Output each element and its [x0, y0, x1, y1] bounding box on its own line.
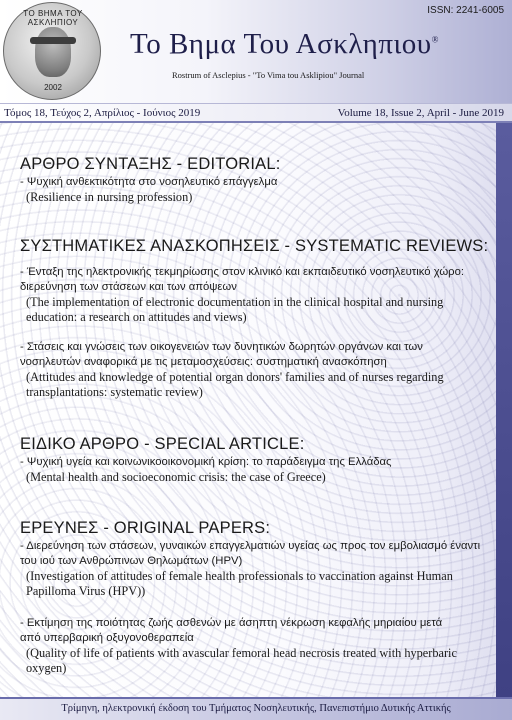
registered-mark: ® [431, 34, 439, 45]
article-entry[interactable] [20, 265, 490, 325]
article-title-greek: - Στάσεις και γνώσεις των οικογενειών των δυνητικών δωρητών οργάνων και των νοσηλευτών αναφορικά με τις μεταμοσχεύσεις: συστηματική ανασκόπηση [20, 341, 423, 368]
journal-subtitle: Rostrum of Asclepius - "To Vima tou Asklipiou" Journal [172, 70, 365, 80]
article-entry[interactable] [20, 340, 485, 400]
table-of-contents [0, 123, 512, 697]
article-title-english: (Attitudes and knowledge of potential organ donors' families and of nurses regarding transplantations: systematic review) [26, 370, 444, 399]
journal-title-text: Το Βημα Του Ασκληπιου [130, 28, 432, 60]
logo-ring-text: ΤΟ ΒΗΜΑ ΤΟΥ ΑΣΚΛΗΠΙΟΥ [23, 9, 83, 27]
section-title: ΕΡΕΥΝΕΣ - ORIGINAL PAPERS: [20, 519, 271, 537]
article-title-english: (Investigation of attitudes of female health professionals to vaccination against Human Papilloma Virus (HPV)) [26, 569, 453, 598]
section-title: ΕΙΔΙΚΟ ΑΡΘΡΟ - SPECIAL ARTICLE: [20, 435, 305, 453]
article-title-greek: - Εκτίμηση της ποιότητας ζωής ασθενών με άσηπτη νέκρωση κεφαλής μηριαίου μετά από υπερβαρική οξυγονοθεραπεία [20, 617, 443, 644]
asclepius-bust-icon [35, 27, 71, 77]
article-title-greek: - Ψυχική ανθεκτικότητα στο νοσηλευτικό επάγγελμα [20, 176, 278, 188]
article-title-greek: - Ένταξη της ηλεκτρονικής τεκμηρίωσης στον κλινικό και εκπαιδευτικό νοσηλευτικό χώρο: διερεύνηση των στάσεων και των απόψεων [20, 266, 464, 293]
article-title-english: (Quality of life of patients with avascular femoral head necrosis treated with hyperbaric oxygen) [26, 646, 457, 675]
footer-text: Τρίμηνη, ηλεκτρονική έκδοση του Τμήματος Νοσηλευτικής, Πανεπιστήμιο Δυτικής Αττικής [61, 703, 451, 714]
article-entry[interactable] [20, 455, 500, 485]
section-title: ΑΡΘΡΟ ΣΥΝΤΑΞΗΣ - EDITORIAL: [20, 155, 281, 173]
footer-bar [0, 697, 512, 720]
volume-english: Volume 18, Issue 2, April - June 2019 [337, 107, 504, 119]
journal-title [130, 28, 439, 61]
article-title-greek: - Διερεύνηση των στάσεων, γυναικών επαγγελματιών υγείας ως προς τον εμβολιασμό έναντι του ιού των Ανθρώπινων Θηλωμάτων (HPV) [20, 540, 481, 567]
logo-headband [30, 37, 76, 44]
article-entry[interactable] [20, 539, 482, 599]
section-editorial [20, 155, 500, 205]
section-systematic-reviews [20, 237, 500, 400]
article-title-greek: - Ψυχική υγεία και κοινωνικοοικονομική κρίση: το παράδειγμα της Ελλάδας [20, 456, 392, 468]
section-special-article [20, 435, 500, 485]
article-title-english: (Resilience in nursing profession) [26, 190, 193, 204]
volume-bar [0, 103, 512, 123]
section-title: ΣΥΣΤΗΜΑΤΙΚΕΣ ΑΝΑΣΚΟΠΗΣΕΙΣ - SYSTEMATIC REVIEWS: [20, 237, 489, 255]
issn-label: ISSN: 2241-6005 [427, 5, 504, 16]
section-original-papers [20, 519, 500, 676]
logo-year: 2002 [44, 83, 62, 92]
journal-logo [3, 2, 101, 100]
article-entry[interactable] [20, 616, 460, 676]
volume-greek: Τόμος 18, Τεύχος 2, Απρίλιος - Ιούνιος 2019 [4, 107, 201, 119]
article-title-english: (Mental health and socioeconomic crisis: the case of Greece) [26, 470, 326, 484]
article-title-english: (The implementation of electronic documentation in the clinical hospital and nursing education: a research on attitudes and views) [26, 295, 444, 324]
article-entry[interactable] [20, 175, 500, 205]
journal-header [0, 0, 512, 103]
